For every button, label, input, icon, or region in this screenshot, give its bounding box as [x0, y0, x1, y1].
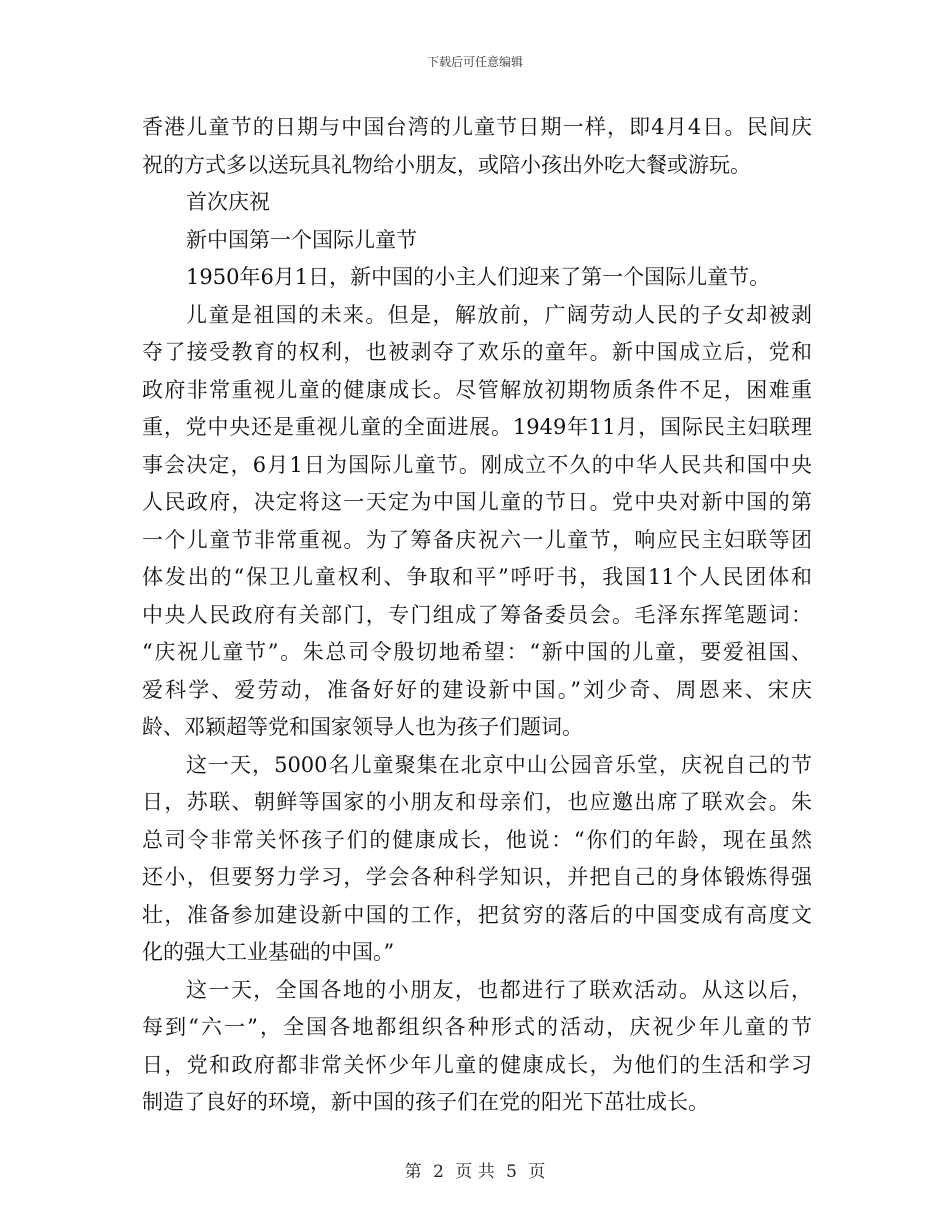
- text-line: 体发出的“保卫儿童权利、争取和平”呼吁书，我国11个人民团体和: [142, 565, 812, 589]
- text-line: 这一天，5000名儿童聚集在北京中山公园音乐堂，庆祝自己的节: [186, 752, 812, 777]
- page-footer: [0, 1157, 950, 1182]
- text-line: 1950年6月1日，新中国的小主人们迎来了第一个国际儿童节。: [186, 265, 771, 289]
- text-line: 化的强大工业基础的中国。”: [142, 940, 395, 964]
- text-line: 这一天，全国各地的小朋友，也都进行了联欢活动。从这以后，: [186, 977, 812, 1002]
- text-line: 儿童是祖国的未来。但是，解放前，广阔劳动人民的子女却被剥: [186, 302, 812, 327]
- text-line: 香港儿童节的日期与中国台湾的儿童节日期一样，即4月4日。民间庆: [142, 115, 812, 139]
- text-line: 重，党中央还是重视儿童的全面进展。1949年11月，国际民主妇联理: [142, 415, 812, 439]
- page-label-prefix: 第: [404, 1162, 422, 1182]
- text-line: 总司令非常关怀孩子们的健康成长，他说：“你们的年龄，现在虽然: [142, 827, 812, 852]
- text-line: 日，党和政府都非常关怀少年儿童的健康成长，为他们的生活和学习: [142, 1052, 812, 1077]
- text-line: 夺了接受教育的权利，也被剥夺了欢乐的童年。新中国成立后，党和: [142, 340, 812, 364]
- text-line: 人民政府，决定将这一天定为中国儿童的节日。党中央对新中国的第: [142, 490, 812, 514]
- current-page-number: 2: [433, 1162, 444, 1182]
- text-line: 爱科学、爱劳动，准备好好的建设新中国。”刘少奇、周恩来、宋庆: [142, 677, 812, 702]
- page-label-middle: 页 共: [455, 1162, 495, 1182]
- text-line: 中央人民政府有关部门，专门组成了筹备委员会。毛泽东挥笔题词：: [142, 602, 812, 627]
- text-line: 祝的方式多以送玩具礼物给小朋友，或陪小孩出外吃大餐或游玩。: [142, 152, 751, 177]
- text-line: 每到“六一”，全国各地都组织各种形式的活动，庆祝少年儿童的节: [142, 1015, 812, 1039]
- text-line: 壮，准备参加建设新中国的工作，把贫穷的落后的中国变成有高度文: [142, 902, 812, 927]
- text-line: “庆祝儿童节”。朱总司令殷切地希望：“新中国的儿童，要爱祖国、: [142, 640, 812, 664]
- text-line: 龄、邓颖超等党和国家领导人也为孩子们题词。: [142, 715, 583, 739]
- page-label-suffix: 页: [528, 1162, 546, 1182]
- text-line: 一个儿童节非常重视。为了筹备庆祝六一儿童节，响应民主妇联等团: [142, 527, 812, 552]
- section-heading: 首次庆祝: [186, 190, 270, 214]
- page-header: 下载后可任意编辑: [426, 55, 523, 69]
- text-line: 制造了良好的环境，新中国的孩子们在党的阳光下茁壮成长。: [142, 1090, 709, 1114]
- text-line: 政府非常重视儿童的健康成长。尽管解放初期物质条件不足，困难重: [142, 377, 812, 402]
- text-line: 日，苏联、朝鲜等国家的小朋友和母亲们，也应邀出席了联欢会。朱: [142, 790, 812, 814]
- document-body: [142, 109, 812, 1122]
- section-subheading: 新中国第一个国际儿童节: [186, 227, 417, 252]
- text-line: 事会决定，6月1日为国际儿童节。刚成立不久的中华人民共和国中央: [142, 452, 812, 477]
- total-pages-number: 5: [506, 1162, 517, 1182]
- text-line: 还小，但要努力学习，学会各种科学知识，并把自己的身体锻炼得强: [142, 865, 812, 889]
